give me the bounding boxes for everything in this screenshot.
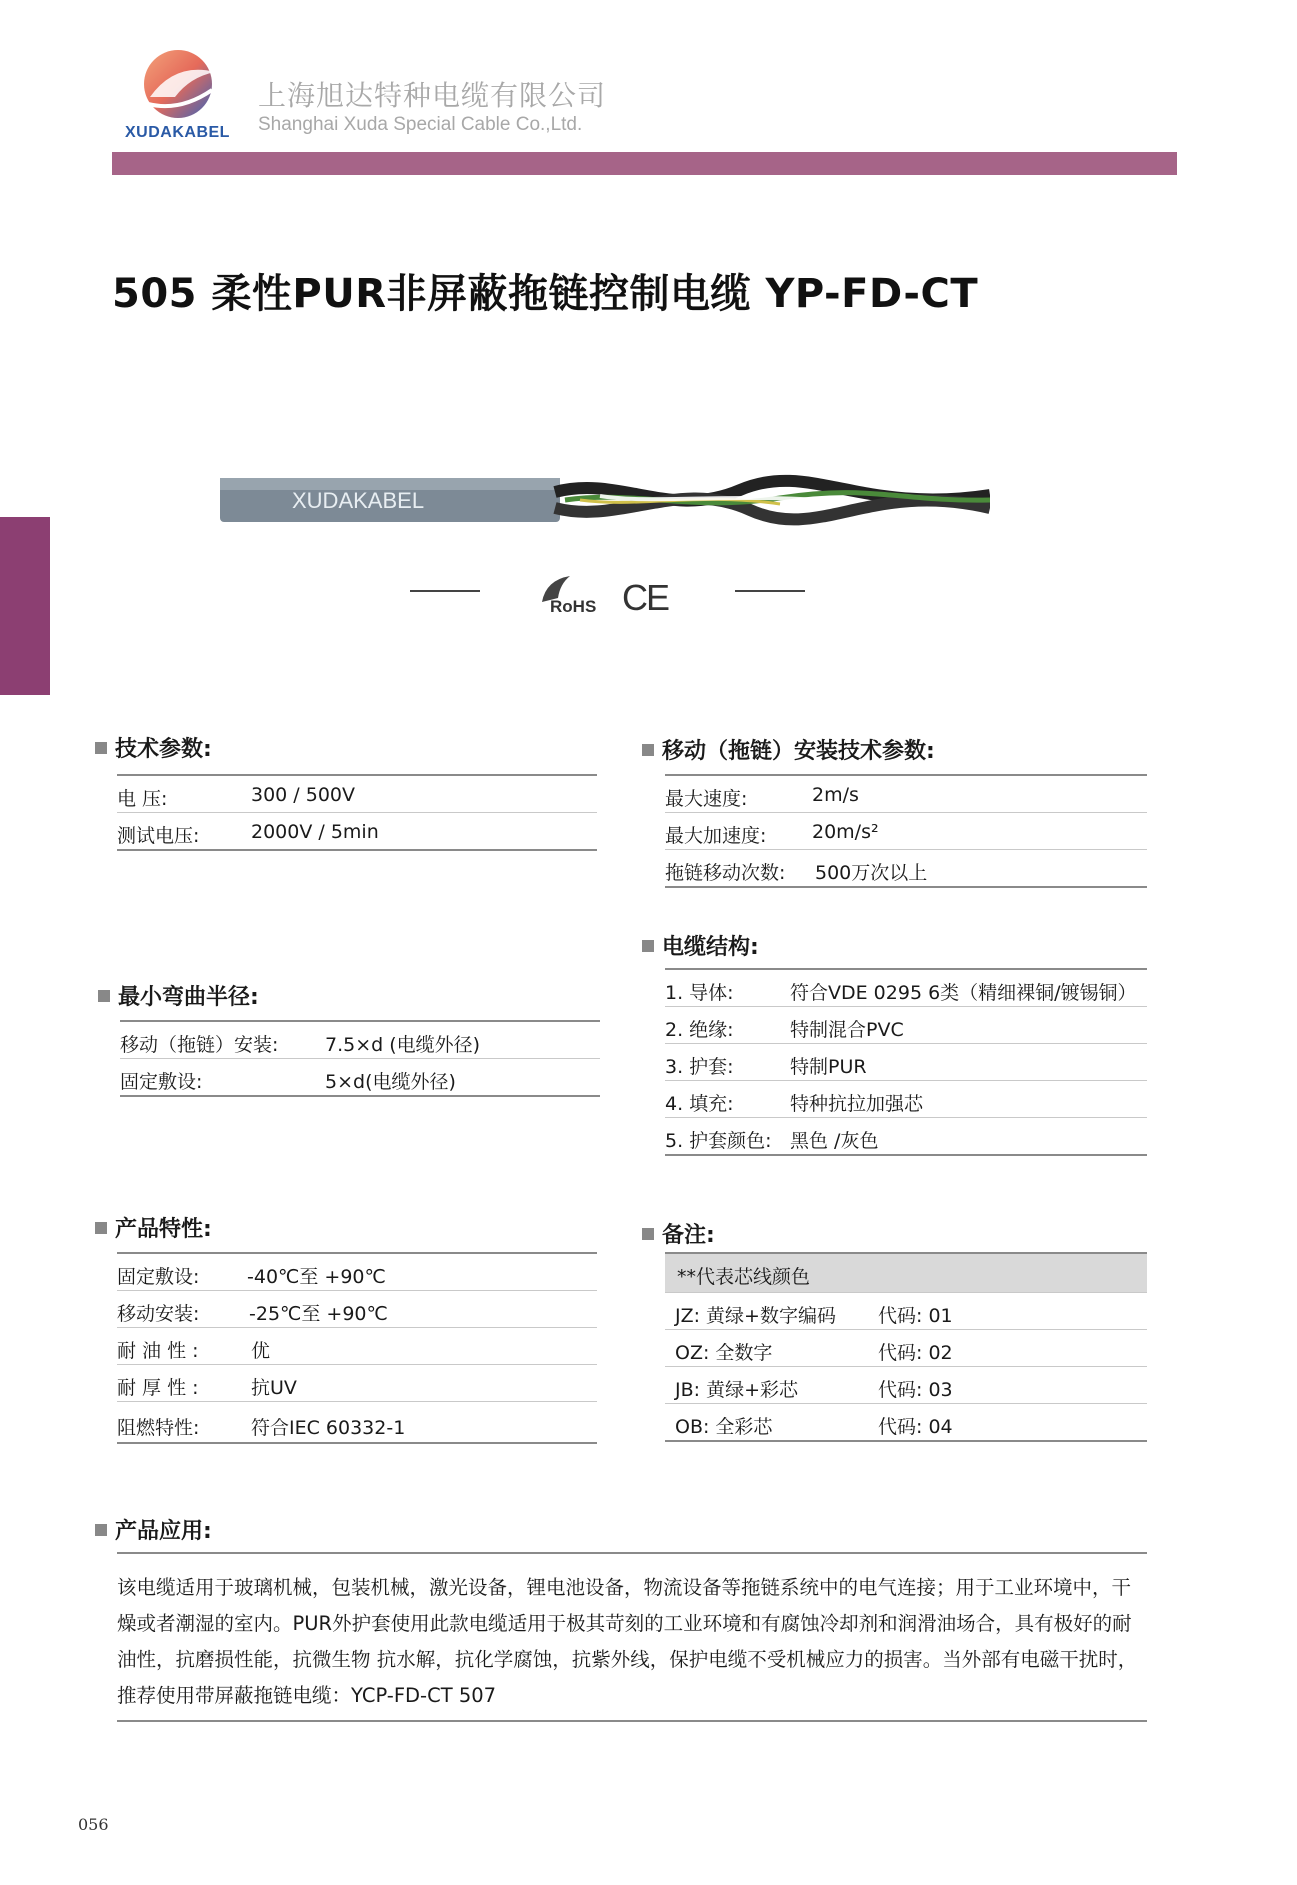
table-row: 5. 护套颜色: 黑色 /灰色 — [665, 1118, 1147, 1156]
bullet-square — [95, 1222, 107, 1234]
table-row: OB: 全彩芯 代码: 04 — [665, 1404, 1147, 1442]
table-row: 耐 油 性 : 优 — [117, 1328, 597, 1365]
page-title: 505 柔性PUR非屏蔽拖链控制电缆 YP-FD-CT — [112, 271, 979, 317]
table-row: 测试电压: 2000V / 5min — [117, 813, 597, 851]
cable-label: XUDAKABEL — [292, 488, 425, 513]
table-row: 固定敷设: 5×d(电缆外径) — [120, 1059, 600, 1097]
company-name-en: Shanghai Xuda Special Cable Co.,Ltd. — [258, 114, 583, 135]
table-row: 最大加速度: 20m/s² — [665, 813, 1147, 850]
table-row: 移动（拖链）安装: 7.5×d (电缆外径) — [120, 1022, 600, 1059]
table-row: 1. 导体: 符合VDE 0295 6类（精细裸铜/镀锡铜） — [665, 970, 1147, 1007]
notes-subheading: **代表芯线颜色 — [665, 1254, 1147, 1293]
tech-params-heading: 技术参数: — [95, 732, 212, 763]
table-row: 4. 填充: 特种抗拉加强芯 — [665, 1081, 1147, 1118]
rohs-text: RoHS — [550, 597, 597, 616]
bend-radius-table — [120, 1020, 600, 1097]
side-tab — [0, 517, 50, 695]
table-row: 耐 厚 性 : 抗UV — [117, 1365, 597, 1402]
bullet-square — [95, 1524, 107, 1536]
notes-table — [665, 1252, 1147, 1442]
table-row: OZ: 全数字 代码: 02 — [665, 1330, 1147, 1367]
bullet-square — [642, 940, 654, 952]
table-row: 2. 绝缘: 特制混合PVC — [665, 1007, 1147, 1044]
divider-left — [410, 590, 480, 592]
application-top-line — [117, 1552, 1147, 1554]
features-table — [117, 1252, 597, 1444]
table-row: 拖链移动次数: 500万次以上 — [665, 850, 1147, 888]
application-heading: 产品应用: — [95, 1514, 212, 1545]
table-row: 固定敷设: -40℃至 +90℃ — [117, 1254, 597, 1291]
tech-params-table — [117, 774, 597, 851]
table-row: JZ: 黄绿+数字编码 代码: 01 — [665, 1293, 1147, 1330]
bullet-square — [642, 744, 654, 756]
motion-params-table — [665, 774, 1147, 888]
table-row: 3. 护套: 特制PUR — [665, 1044, 1147, 1081]
application-bottom-line — [117, 1720, 1147, 1722]
features-heading: 产品特性: — [95, 1212, 212, 1243]
bend-radius-heading: 最小弯曲半径: — [98, 980, 259, 1011]
bullet-square — [95, 742, 107, 754]
structure-table — [665, 968, 1147, 1156]
table-row: 最大速度: 2m/s — [665, 776, 1147, 813]
rohs-icon — [536, 572, 606, 616]
logo-text: XUDAKABEL — [125, 124, 230, 141]
table-row: 移动安装: -25℃至 +90℃ — [117, 1291, 597, 1328]
bullet-square — [642, 1228, 654, 1240]
page-number: 056 — [78, 1815, 109, 1834]
bullet-square — [98, 990, 110, 1002]
company-name-cn: 上海旭达特种电缆有限公司 — [258, 79, 607, 112]
cable-image — [220, 470, 990, 530]
divider-right — [735, 590, 805, 592]
header-bar — [112, 152, 1177, 175]
table-row: 阻燃特性: 符合IEC 60332-1 — [117, 1402, 597, 1444]
table-row: JB: 黄绿+彩芯 代码: 03 — [665, 1367, 1147, 1404]
ce-mark: CE — [622, 577, 669, 618]
table-row: 电 压: 300 / 500V — [117, 776, 597, 813]
notes-heading: 备注: — [642, 1218, 715, 1249]
motion-params-heading: 移动（拖链）安装技术参数: — [642, 734, 935, 765]
structure-heading: 电缆结构: — [642, 930, 759, 961]
application-text: 该电缆适用于玻璃机械，包装机械，激光设备，锂电池设备，物流设备等拖链系统中的电气连接；用于工业环境中，干燥或者潮湿的室内。PUR外护套使用此款电缆适用于极其苛刻的工业环境和有腐蚀冷却剂和润滑油场合，具有极好的耐油性，抗磨损性能，抗微生物 抗水解，抗化学腐蚀，抗紫外线，保护电缆不受机械应力的损害。当外部有电磁干扰时，推荐使用带屏蔽拖链电缆：YCP-FD-CT 507 — [117, 1576, 1138, 1707]
